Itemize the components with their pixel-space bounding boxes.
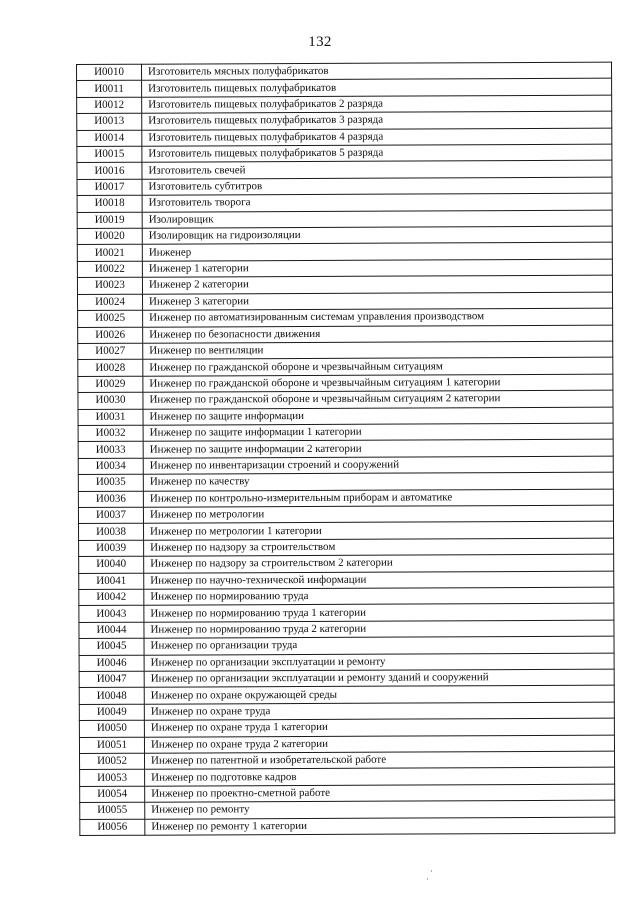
- occupation-code-cell: И0021: [77, 245, 142, 262]
- occupation-name-cell: Изготовитель пищевых полуфабрикатов 4 разряда: [142, 128, 612, 146]
- occupation-code-cell: И0027: [78, 343, 143, 360]
- occupation-code-cell: И0024: [78, 294, 143, 311]
- occupation-name-cell: Инженер 2 категории: [142, 275, 612, 293]
- occupation-name-cell: Изготовитель пищевых полуфабрикатов: [142, 79, 612, 97]
- occupation-name-cell: Инженер по организации труда: [144, 636, 614, 654]
- occupation-code-cell: И0054: [80, 786, 145, 803]
- occupation-code-cell: И0020: [77, 228, 142, 245]
- occupation-code-cell: И0016: [77, 163, 142, 180]
- occupation-name-cell: Инженер по организации эксплуатации и ремонту: [144, 653, 614, 671]
- occupation-name-cell: Инженер по защите информации 2 категории: [143, 440, 613, 458]
- occupation-name-cell: Инженер по метрологии: [143, 505, 613, 523]
- occupation-name-cell: Изготовитель творога: [142, 193, 612, 211]
- occupation-name-cell: Изолировщик: [142, 210, 612, 228]
- occupation-name-cell: Инженер по защите информации: [143, 407, 613, 425]
- occupation-name-cell: Инженер по метрологии 1 категории: [144, 522, 614, 540]
- occupation-name-cell: Инженер по научно-технической информации: [144, 571, 614, 589]
- occupation-name-cell: Инженер по ремонту 1 категории: [145, 817, 615, 835]
- occupation-code-cell: И0050: [79, 720, 144, 737]
- occupation-code-cell: И0052: [80, 753, 145, 770]
- occupation-name-cell: Инженер по охране труда 2 категории: [144, 735, 614, 753]
- occupation-code-cell: И0028: [78, 360, 143, 377]
- occupation-name-cell: Инженер по надзору за строительством 2 категории: [144, 554, 614, 572]
- table-body: [77, 62, 615, 835]
- occupation-name-cell: Инженер 3 категории: [143, 292, 613, 310]
- occupation-code-cell: И0013: [77, 113, 142, 130]
- occupation-code-cell: И0029: [78, 376, 143, 393]
- occupation-code-cell: И0036: [78, 491, 143, 508]
- occupation-code-cell: И0055: [80, 802, 145, 819]
- occupation-name-cell: Инженер по инвентаризации строений и сооружений: [143, 456, 613, 474]
- occupation-name-cell: Инженер по автоматизированным системам управления производством: [143, 308, 613, 326]
- occupation-name-cell: Инженер по гражданской обороне и чрезвычайным ситуациям: [143, 357, 613, 375]
- occupation-code-cell: И0033: [78, 442, 143, 459]
- occupation-name-cell: Инженер по патентной и изобретательской работе: [145, 751, 615, 769]
- occupation-code-cell: И0011: [77, 81, 142, 98]
- occupation-code-cell: И0026: [78, 327, 143, 344]
- occupation-code-cell: И0035: [78, 474, 143, 491]
- occupation-name-cell: Инженер по охране труда 1 категории: [144, 718, 614, 736]
- occupation-name-cell: Инженер по защите информации 1 категории: [143, 423, 613, 441]
- occupation-code-table: [76, 62, 615, 836]
- occupation-name-cell: Изготовитель свечей: [142, 161, 612, 179]
- scan-speck-mark: ·: [426, 874, 429, 884]
- occupation-name-cell: Инженер по нормированию труда 1 категории: [144, 604, 614, 622]
- occupation-name-cell: Инженер по вентиляции: [143, 341, 613, 359]
- occupation-code-cell: И0030: [78, 392, 143, 409]
- occupation-code-cell: И0047: [79, 671, 144, 688]
- occupation-code-cell: И0048: [79, 688, 144, 705]
- occupation-code-cell: И0051: [79, 737, 144, 754]
- occupation-name-cell: Изготовитель пищевых полуфабрикатов 2 разряда: [142, 95, 612, 113]
- occupation-code-cell: И0015: [77, 146, 142, 163]
- occupation-code-cell: И0019: [77, 212, 142, 229]
- scan-speck-mark: ·: [430, 866, 433, 876]
- occupation-code-cell: И0017: [77, 179, 142, 196]
- occupation-name-cell: Инженер по организации эксплуатации и ремонту зданий и сооружений: [144, 669, 614, 687]
- occupation-code-cell: И0049: [79, 704, 144, 721]
- occupation-name-cell: Инженер по нормированию труда 2 категории: [144, 620, 614, 638]
- page-number: 132: [308, 34, 332, 50]
- occupation-name-cell: Инженер по охране окружающей среды: [144, 686, 614, 704]
- occupation-code-cell: И0023: [77, 277, 142, 294]
- occupation-code-cell: И0040: [79, 556, 144, 573]
- occupation-code-cell: И0018: [77, 195, 142, 212]
- occupation-name-cell: Изготовитель субтитров: [142, 177, 612, 195]
- table-row: [80, 817, 615, 836]
- occupation-name-cell: Изготовитель пищевых полуфабрикатов 3 разряда: [142, 111, 612, 129]
- occupation-code-cell: И0038: [79, 524, 144, 541]
- occupation-name-cell: Инженер по контрольно-измерительным приборам и автоматике: [143, 489, 613, 507]
- occupation-name-cell: Инженер 1 категории: [142, 259, 612, 277]
- occupation-code-cell: И0037: [78, 507, 143, 524]
- occupation-code-cell: И0045: [79, 638, 144, 655]
- occupation-code-cell: И0041: [79, 573, 144, 590]
- occupation-code-cell: И0039: [79, 540, 144, 557]
- occupation-code-cell: И0010: [77, 64, 142, 81]
- occupation-name-cell: Изготовитель пищевых полуфабрикатов 5 разряда: [142, 144, 612, 162]
- occupation-name-cell: Инженер по гражданской обороне и чрезвычайным ситуациям 2 категории: [143, 390, 613, 408]
- occupation-code-cell: И0031: [78, 409, 143, 426]
- occupation-name-cell: Инженер по охране труда: [144, 702, 614, 720]
- occupation-code-cell: И0042: [79, 589, 144, 606]
- occupation-name-cell: Инженер по подготовке кадров: [145, 768, 615, 786]
- occupation-name-cell: Инженер по гражданской обороне и чрезвычайным ситуациям 1 категории: [143, 374, 613, 392]
- occupation-name-cell: Инженер по нормированию труда: [144, 587, 614, 605]
- occupation-code-cell: И0022: [77, 261, 142, 278]
- occupation-code-cell: И0056: [80, 819, 145, 836]
- occupation-name-cell: Изготовитель мясных полуфабрикатов: [142, 62, 612, 80]
- occupation-code-cell: И0034: [78, 458, 143, 475]
- occupation-name-cell: Инженер по проектно-сметной работе: [145, 784, 615, 802]
- occupation-code-cell: И0025: [78, 310, 143, 327]
- occupation-name-cell: Инженер по качеству: [143, 472, 613, 490]
- occupation-name-cell: Изолировщик на гидроизоляции: [142, 226, 612, 244]
- occupation-name-cell: Инженер по ремонту: [145, 800, 615, 818]
- occupation-code-cell: И0053: [80, 770, 145, 787]
- occupation-code-cell: И0043: [79, 606, 144, 623]
- occupation-name-cell: Инженер по безопасности движения: [143, 325, 613, 343]
- occupation-code-cell: И0046: [79, 655, 144, 672]
- occupation-code-cell: И0044: [79, 622, 144, 639]
- occupation-code-cell: И0012: [77, 97, 142, 114]
- occupation-name-cell: Инженер: [142, 243, 612, 261]
- occupation-code-cell: И0032: [78, 425, 143, 442]
- occupation-code-cell: И0014: [77, 130, 142, 147]
- occupation-name-cell: Инженер по надзору за строительством: [144, 538, 614, 556]
